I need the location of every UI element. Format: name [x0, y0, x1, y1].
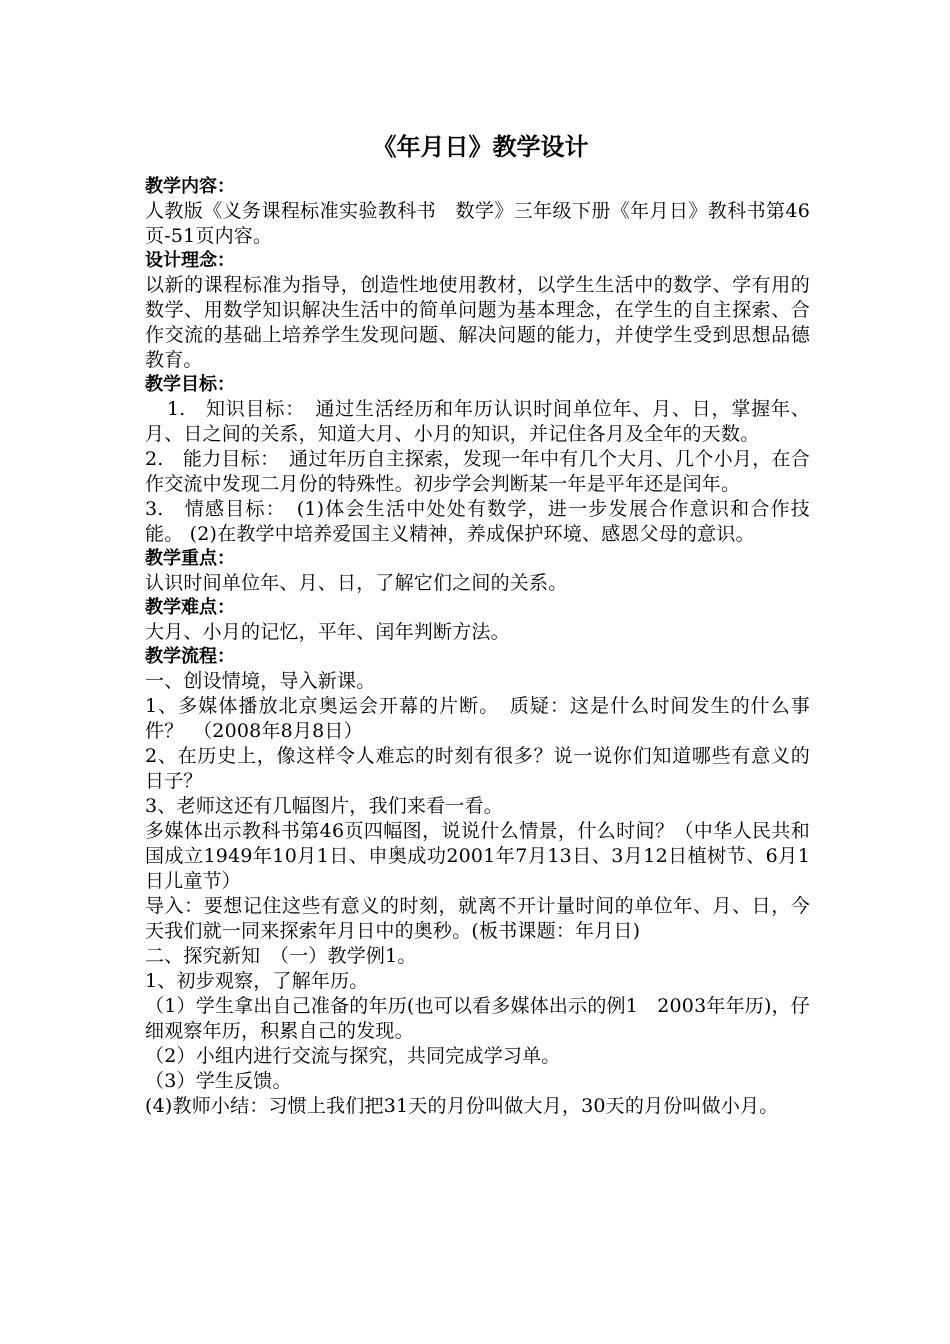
process-step: (4)教师小结：习惯上我们把31天的月份叫做大月，30天的月份叫做小月。 — [145, 1095, 779, 1117]
process-step: 2、在历史上，像这样令人难忘的时刻有很多？说一说你们知道哪些有意义的日子？ — [145, 745, 810, 792]
section-heading-goals: 教学目标： — [145, 374, 235, 395]
process-step: 多媒体出示教科书第46页四幅图，说说什么情景，什么时间？（中华人民共和国成立1949年10月1日、申奥成功2001年7月13日、3月12日植树节、6月1日儿童节） — [145, 820, 810, 892]
document-page — [145, 131, 810, 1119]
goal-emotion: 3. 情感目标： (1)体会生活中处处有数学，进一步发展合作意识和合作技能。 (2)在教学中培养爱国主义精神，养成保护环境、感恩父母的意识。 — [145, 498, 810, 545]
philosophy-paragraph: 以新的课程标准为指导，创造性地使用教材，以学生生活中的数学、学有用的数学、用数学知识解决生活中的简单问题为基本理念，在学生的自主探索、合作交流的基础上培养学生发现问题、解决问题的能力，并使学生受到思想品德教育。 — [145, 274, 810, 371]
process-step: 1、多媒体播放北京奥运会开幕的片断。 质疑：这是什么时间发生的什么事件？ （2008年8月8日） — [145, 695, 810, 742]
goal-knowledge: 1. 知识目标： 通过生活经历和年历认识时间单位年、月、日，掌握年、月、日之间的关系，知道大月、小月的知识，并记住各月及全年的天数。 — [145, 398, 810, 445]
process-step: 二、探究新知 （一）教学例1。 — [145, 945, 417, 967]
section-heading-content: 教学内容： — [145, 176, 235, 197]
process-step: （1）学生拿出自己准备的年历(也可以看多媒体出示的例1 2003年年历)，仔细观察年历，积累自己的发现。 — [145, 995, 810, 1042]
section-heading-process: 教学流程： — [145, 646, 235, 667]
key-points-paragraph: 认识时间单位年、月、日，了解它们之间的关系。 — [145, 572, 568, 594]
goal-ability: 2. 能力目标： 通过年历自主探索，发现一年中有几个大月、几个小月，在合作交流中发现二月份的特殊性。初步学会判断某一年是平年还是闰年。 — [145, 448, 810, 495]
section-heading-difficulties: 教学难点： — [145, 597, 235, 618]
section-heading-key-points: 教学重点： — [145, 548, 235, 569]
document-title: 《年月日》教学设计 — [372, 132, 589, 161]
content-paragraph: 人教版《义务课程标准实验教科书 数学》三年级下册《年月日》教科书第46页-51页内容。 — [145, 200, 810, 247]
process-step: 3、老师这还有几幅图片，我们来看一看。 — [145, 795, 503, 817]
process-step: 一、创设情境，导入新课。 — [145, 670, 376, 692]
process-step: 1、初步观察，了解年历。 — [145, 970, 369, 992]
process-step: （3）学生反馈。 — [145, 1070, 292, 1092]
difficulties-paragraph: 大月、小月的记忆，平年、闰年判断方法。 — [145, 621, 510, 643]
section-heading-philosophy: 设计理念： — [145, 250, 235, 271]
process-step: 导入：要想记住这些有意义的时刻，就离不开计量时间的单位年、月、日，今天我们就一同来探索年月日中的奥秒。(板书课题：年月日) — [145, 895, 810, 942]
process-step: （2）小组内进行交流与探究，共同完成学习单。 — [145, 1045, 561, 1067]
